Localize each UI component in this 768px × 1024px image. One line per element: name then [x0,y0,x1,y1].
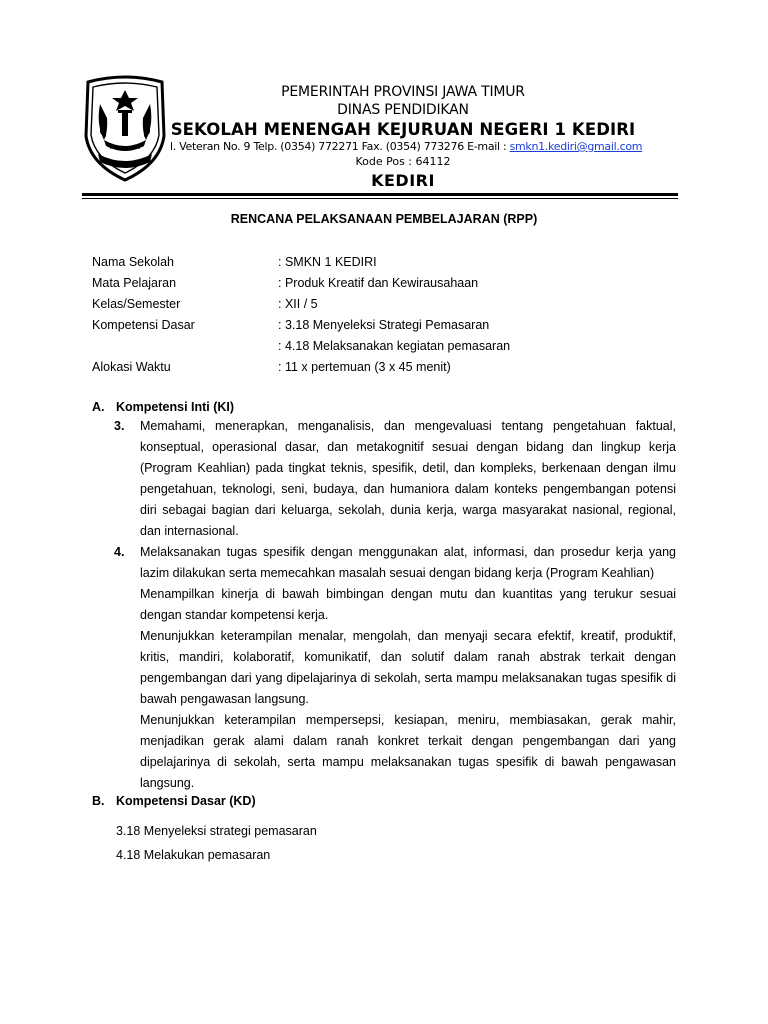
east-java-emblem-logo [80,74,170,184]
letterhead-government: PEMERINTAH PROVINSI JAWA TIMUR [281,84,525,100]
letterhead-agency: DINAS PENDIDIKAN [337,102,469,118]
identity-row [92,357,676,378]
email-link[interactable]: smkn1.kediri@gmail.com [509,140,643,153]
identity-value: : XII / 5 [278,297,318,311]
identity-row [92,252,676,273]
letterhead-city: KEDIRI [371,171,435,190]
ki-paragraph: Memahami, menerapkan, menganalisis, dan mengevaluasi tentang pengetahuan faktual, konseptual, operasional dasar, dan metakognitif sesuai dengan bidang dan lingkup kerja (Program Keahlian) pada tingkat teknis, spesifik, detil, dan kompleks, berkenaan dengan ilmu pengetahuan, teknologi, seni, budaya, dan humaniora dalam konteks pengembangan potensi diri sebagai bagian dari keluarga, sekolah, dunia kerja, warga masyarakat nasional, regional, dan internasional. [140,419,676,538]
kd-item: 3.18 Menyeleksi strategi pemasaran [116,824,317,838]
letterhead-rule-thick [82,193,678,196]
letterhead-address [170,140,643,153]
section-a-title: Kompetensi Inti (KI) [116,400,235,414]
section-b-heading [92,794,256,808]
identity-table [92,252,676,378]
identity-value: : 4.18 Melaksanakan kegiatan pemasaran [278,339,511,353]
section-a-letter: A. [92,400,105,414]
address-text: l. Veteran No. 9 Telp. (0354) 772271 Fax. (0354) 773276 E-mail : [170,140,510,153]
kd-item: 4.18 Melakukan pemasaran [116,848,271,862]
identity-value: : 11 x pertemuan (3 x 45 menit) [278,360,451,374]
ki-paragraph: Menunjukkan keterampilan mempersepsi, kesiapan, meniru, membiasakan, gerak mahir, menjadikan gerak alami dalam ranah konkret terkait dengan pengembangan dari yang dipelajarinya di sekolah, serta mampu melaksanakan tugas spesifik di bawah pengawasan langsung. [140,713,676,790]
section-b-title: Kompetensi Dasar (KD) [116,794,256,808]
ki-item [92,542,676,794]
identity-row [92,315,676,336]
letterhead-school-name: SEKOLAH MENENGAH KEJURUAN NEGERI 1 KEDIRI [170,120,636,139]
letterhead-rule-thin [82,198,678,199]
ki-paragraph: Menunjukkan keterampilan menalar, mengolah, dan menyaji secara efektif, kreatif, produktif, kritis, mandiri, kolaboratif, komunikatif, dan solutif dalam ranah abstrak terkait dengan pengembangan dari yang dipelajarinya di sekolah, serta mampu melaksanakan tugas spesifik di bawah pengawasan langsung. [140,629,676,706]
identity-row [92,273,676,294]
ki-number: 4. [114,545,125,559]
ki-paragraph: Melaksanakan tugas spesifik dengan menggunakan alat, informasi, dan prosedur kerja yang lazim dilakukan serta memecahkan masalah sesuai dengan bidang kerja (Program Keahlian) [140,545,676,580]
ki-item [92,416,676,542]
identity-label: Kompetensi Dasar [92,318,195,332]
basic-competency-list [116,820,317,868]
identity-value: : SMKN 1 KEDIRI [278,255,377,269]
identity-label: Kelas/Semester [92,297,181,311]
identity-value: : Produk Kreatif dan Kewirausahaan [278,276,479,290]
letterhead-postal-code: Kode Pos : 64112 [355,155,451,168]
identity-label: Mata Pelajaran [92,276,177,290]
core-competency-list [92,416,676,794]
ki-paragraph: Menampilkan kinerja di bawah bimbingan dengan mutu dan kuantitas yang terukur sesuai dengan standar kompetensi kerja. [140,587,676,622]
identity-label: Alokasi Waktu [92,360,171,374]
identity-row [92,336,676,357]
section-a-heading [92,400,234,414]
ki-number: 3. [114,419,125,433]
identity-label: Nama Sekolah [92,255,174,269]
document-title: RENCANA PELAKSANAAN PEMBELAJARAN (RPP) [230,212,538,226]
identity-value: : 3.18 Menyeleksi Strategi Pemasaran [278,318,490,332]
section-b-letter: B. [92,794,105,808]
identity-row [92,294,676,315]
